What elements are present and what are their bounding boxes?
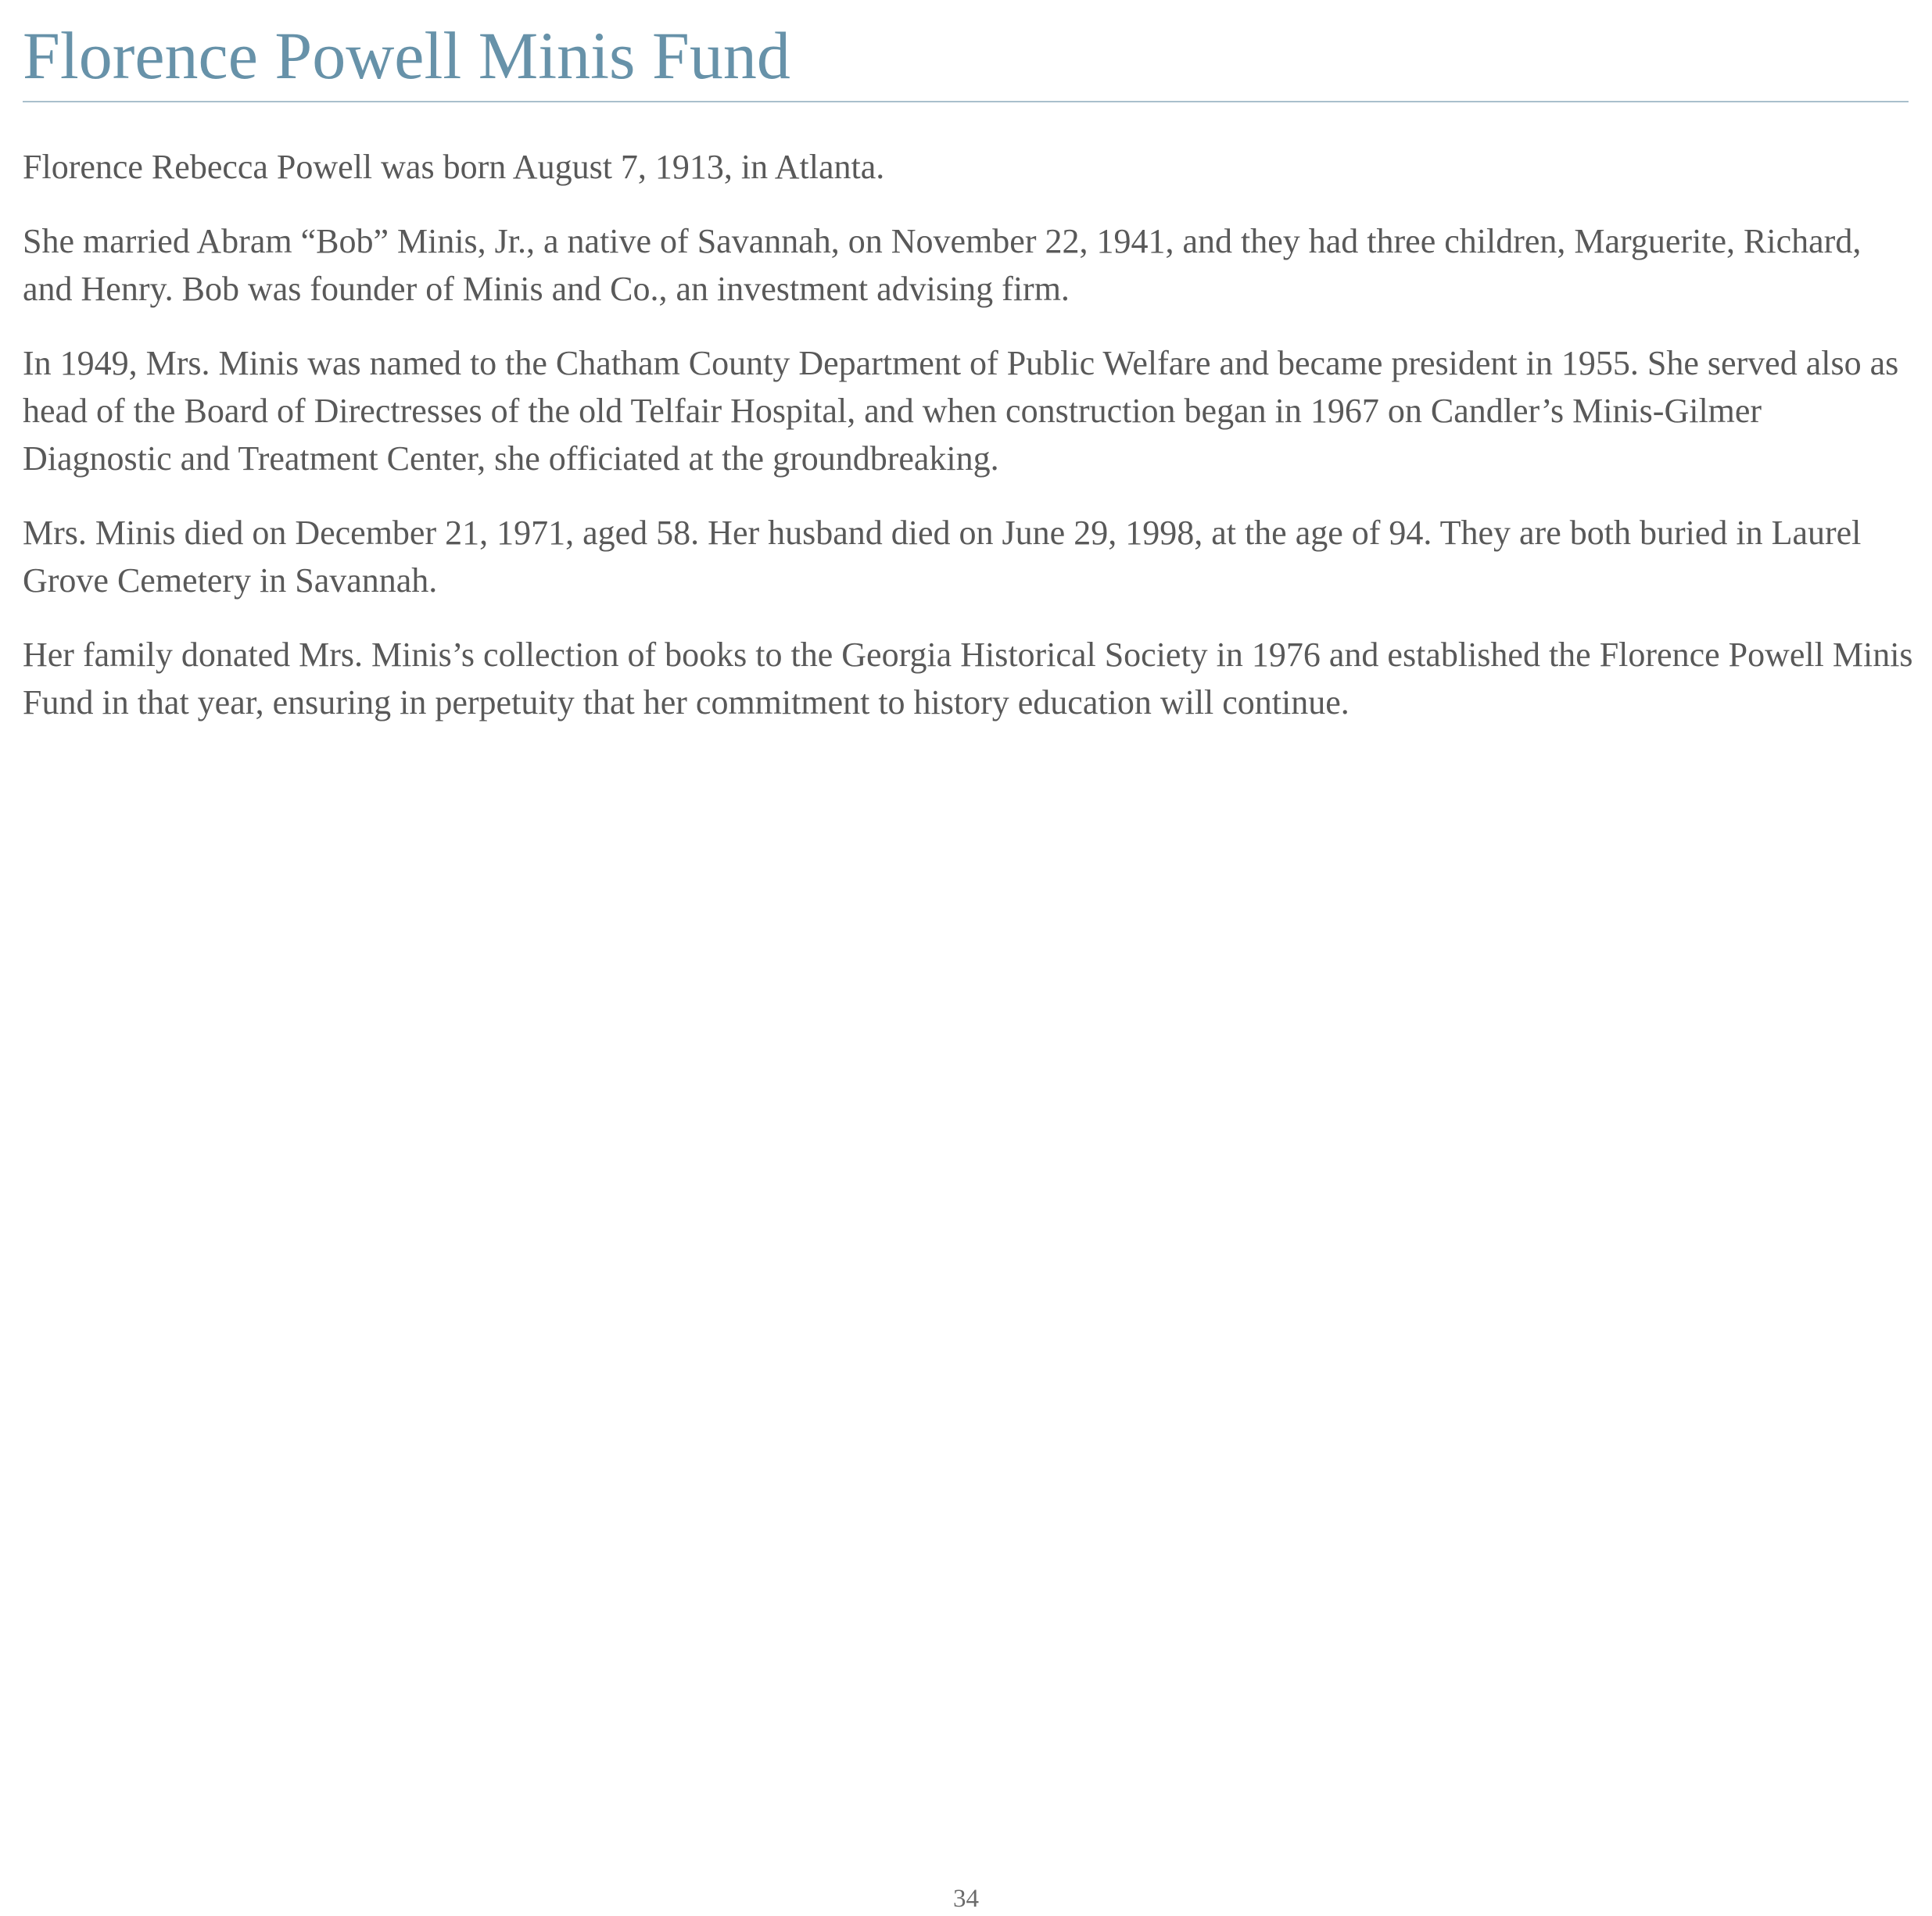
paragraph-fund: Her family donated Mrs. Minis’s collection of books to the Georgia Historical Society in 1976 and established the Florence Powell Minis Fund in that year, ensuring in perpetuity that her commitment to history education will continue. <box>23 636 1913 722</box>
page-title: Florence Powell Minis Fund <box>23 18 790 93</box>
page-number: 34 <box>953 1885 979 1913</box>
paragraph-marriage: She married Abram “Bob” Minis, Jr., a native of Savannah, on November 22, 1941, and they had three children, Marguerite, Richard, and Henry. Bob was founder of Minis and Co., an investment advising firm. <box>23 222 1862 308</box>
paragraph-public-service: In 1949, Mrs. Minis was named to the Chatham County Department of Public Welfare and became president in 1955. She served also as head of the Board of Directresses of the old Telfair Hospital, and when construction began in 1967 on Candler’s Minis-Gilmer Diagnostic and Treatment Center, she officiated at the groundbreaking. <box>23 344 1899 478</box>
paragraph-death: Mrs. Minis died on December 21, 1971, aged 58. Her husband died on June 29, 1998, at the age of 94. They are both buried in Laurel Grove Cemetery in Savannah. <box>23 514 1862 600</box>
paragraph-birth: Florence Rebecca Powell was born August 7, 1913, in Atlanta. <box>23 148 885 186</box>
title-divider <box>23 101 1909 102</box>
body-text <box>23 143 1915 753</box>
